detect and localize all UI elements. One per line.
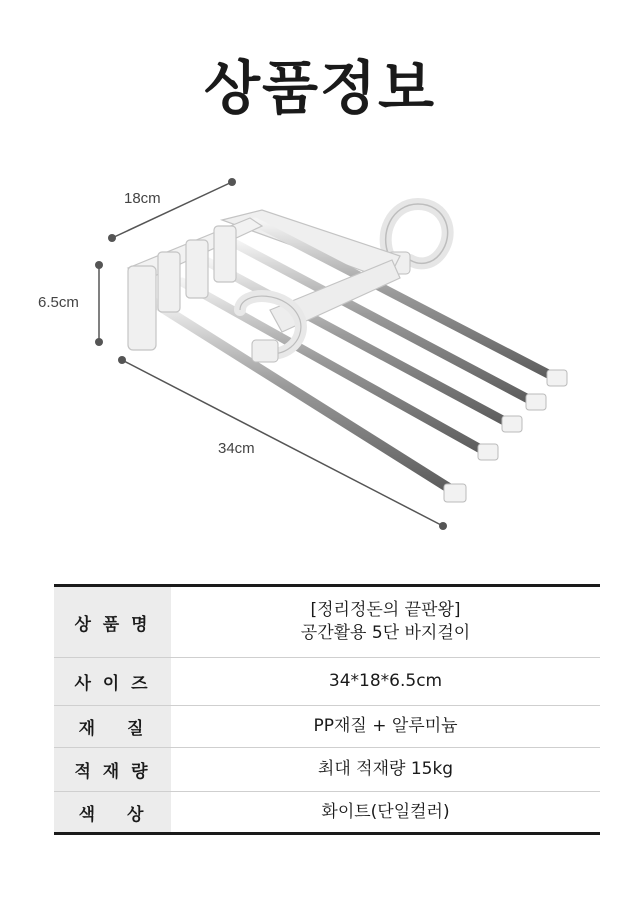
rod-5 <box>150 300 466 502</box>
spec-label: 사 이 즈 <box>54 658 171 706</box>
spec-label: 재 질 <box>54 706 171 748</box>
spec-row-size <box>54 658 600 706</box>
dimension-label-height: 6.5cm <box>38 294 79 311</box>
rod-4 <box>182 282 498 460</box>
spec-row-product-name <box>54 586 600 658</box>
spec-value: 최대 적재량 15kg <box>171 748 600 792</box>
spec-row-color <box>54 792 600 834</box>
spec-row-material <box>54 706 600 748</box>
spec-value-line1: [정리정돈의 끝판왕] <box>310 600 461 620</box>
spec-value: 화이트(단일컬러) <box>321 801 450 822</box>
page-title: 상품정보 <box>203 54 437 122</box>
spec-value: 34*18*6.5cm <box>171 658 600 706</box>
dimension-line-height <box>95 261 103 346</box>
spec-label: 적 재 량 <box>54 748 171 792</box>
spec-label: 상 품 명 <box>54 586 171 658</box>
dimension-label-width: 18cm <box>124 190 161 207</box>
hanger-illustration <box>0 160 640 550</box>
spec-value <box>171 586 600 658</box>
dimension-label-length: 34cm <box>218 440 255 457</box>
spec-value: PP재질 + 알루미늄 <box>171 706 600 748</box>
spec-label: 색 상 <box>54 792 171 834</box>
product-diagram <box>0 160 640 550</box>
spec-value-line2: 공간활용 5단 바지걸이 <box>300 623 471 643</box>
spec-row-load <box>54 748 600 792</box>
spec-table <box>54 584 600 835</box>
